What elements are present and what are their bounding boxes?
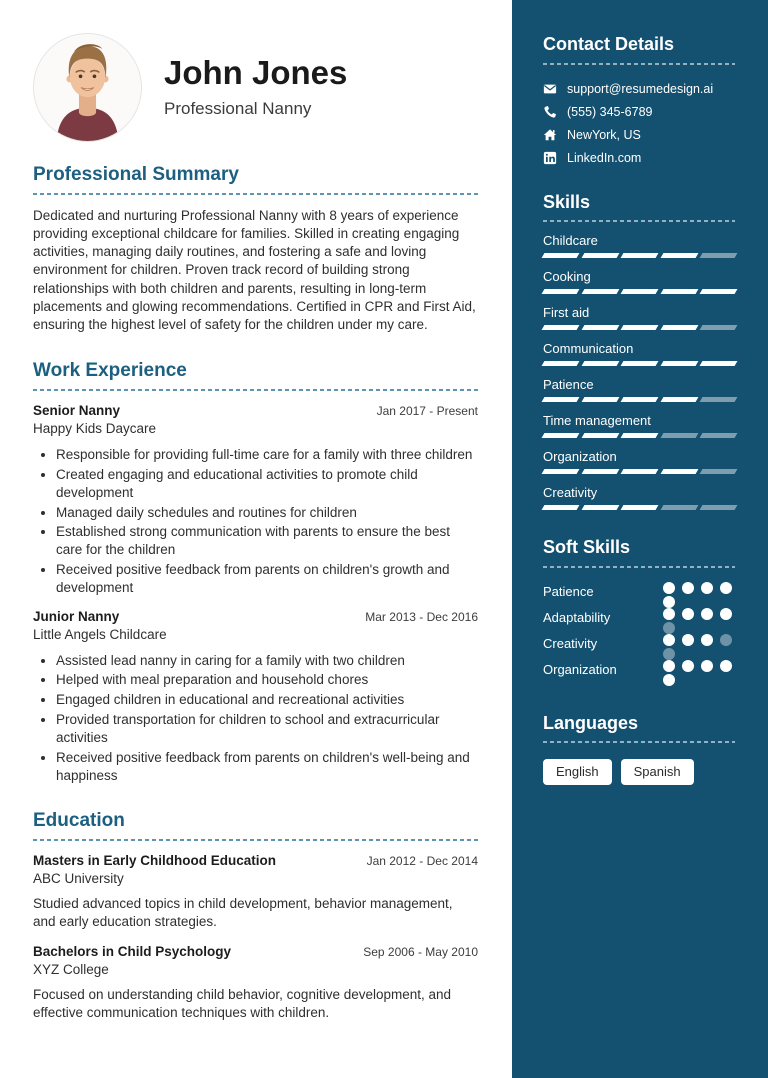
section-work-experience: [33, 360, 478, 784]
heading-divider: [543, 63, 735, 65]
rating-segment-filled: [621, 469, 658, 474]
rating-segment-empty: [720, 634, 732, 646]
profile-photo: [33, 33, 142, 142]
rating-segment-filled: [700, 361, 737, 366]
rating-segment-filled: [542, 469, 579, 474]
section-professional-summary: [33, 164, 478, 334]
contact-list: [543, 82, 735, 165]
soft-skill-label: Adaptability: [543, 609, 611, 625]
rating-segment-filled: [581, 505, 618, 510]
job-bullet-list: [33, 446, 478, 597]
contact-location-row: [543, 128, 735, 142]
job-bullet: • Received positive feedback from parents on children's well-being and happiness: [56, 749, 478, 785]
job-bullet: • Helped with meal preparation and household chores: [56, 671, 478, 689]
soft-skill-dots: [663, 582, 735, 608]
job-bullet: • Created engaging and educational activities to promote child development: [56, 466, 478, 502]
skill-level-bar: [543, 505, 736, 510]
skills-heading: Skills: [543, 191, 591, 212]
rating-segment-filled: [660, 397, 697, 402]
rating-segment-filled: [700, 289, 737, 294]
education-header: [33, 944, 478, 959]
job-dates: Jan 2017 - Present: [376, 404, 478, 419]
rating-segment-filled: [682, 660, 694, 672]
education-description: Focused on understanding child behavior, cognitive development, and effective communication techniques with children.: [33, 986, 452, 1020]
summary-text: Dedicated and nurturing Professional Nanny with 8 years of experience providing exceptional childcare for families. Skilled in creating engaging activities, managing daily routines, and fostering a safe and loving environment for children. Proven track record of building strong relationships with both children and parents, resulting in long-term placements and glowing recommendations. Certified in CPR and First Aid, ensuring the highest level of safety for the children under my care.: [33, 207, 476, 333]
job-bullet-list: [33, 652, 478, 785]
soft-skill-dots: [663, 660, 735, 686]
job-entry: [33, 403, 478, 597]
language-list: [543, 759, 735, 785]
rating-segment-filled: [621, 253, 658, 258]
rating-segment-empty: [663, 622, 675, 634]
skill-level-bar: [543, 397, 736, 402]
rating-segment-empty: [663, 648, 675, 660]
contact-location: NewYork, US: [567, 127, 641, 142]
rating-segment-filled: [701, 608, 713, 620]
rating-segment-filled: [660, 289, 697, 294]
soft-skill-label: Creativity: [543, 635, 598, 651]
school-name: ABC University: [33, 871, 124, 887]
contact-linkedin-row: [543, 151, 735, 165]
soft-skill-dots: [663, 634, 735, 660]
contact-phone-row: [543, 105, 735, 119]
rating-segment-filled: [542, 325, 579, 330]
rating-segment-filled: [660, 469, 697, 474]
rating-segment-empty: [700, 325, 737, 330]
heading-divider: [543, 220, 735, 222]
education-dates: Sep 2006 - May 2010: [363, 944, 478, 959]
rating-segment-filled: [581, 325, 618, 330]
section-skills: [543, 192, 735, 511]
rating-segment-filled: [663, 608, 675, 620]
rating-segment-filled: [720, 582, 732, 594]
skill-row: [543, 269, 735, 294]
skill-level-bar: [543, 433, 736, 438]
education-entry: [33, 944, 478, 1022]
soft-skill-label: Organization: [543, 661, 617, 677]
work-heading: Work Experience: [33, 360, 187, 382]
candidate-title: Professional Nanny: [164, 98, 312, 118]
skill-row: [543, 377, 735, 402]
rating-segment-filled: [581, 289, 618, 294]
rating-segment-filled: [542, 433, 579, 438]
rating-segment-filled: [701, 660, 713, 672]
education-heading: Education: [33, 810, 125, 832]
rating-segment-filled: [621, 325, 658, 330]
contact-linkedin[interactable]: LinkedIn.com: [567, 150, 642, 165]
job-bullet: • Responsible for providing full-time care for a family with three children: [56, 446, 478, 464]
rating-segment-filled: [581, 253, 618, 258]
rating-segment-filled: [660, 253, 697, 258]
soft-skill-row: [543, 608, 735, 634]
job-bullet: • Received positive feedback from parents on children's growth and development: [56, 561, 478, 597]
rating-segment-filled: [663, 634, 675, 646]
skill-level-bar: [543, 361, 736, 366]
rating-segment-empty: [700, 253, 737, 258]
skill-row: [543, 449, 735, 474]
heading-divider: [33, 193, 478, 195]
skill-row: [543, 413, 735, 438]
summary-heading: Professional Summary: [33, 164, 239, 185]
rating-segment-filled: [581, 433, 618, 438]
contact-phone: (555) 345-6789: [567, 104, 653, 119]
language-tag: English: [543, 759, 612, 785]
job-company: Happy Kids Daycare: [33, 421, 157, 437]
soft-skill-dots: [663, 608, 735, 634]
language-tag: Spanish: [621, 759, 694, 785]
skill-level-bar: [543, 469, 736, 474]
rating-segment-filled: [581, 469, 618, 474]
rating-segment-empty: [700, 397, 737, 402]
soft-skill-row: [543, 582, 735, 608]
skill-row: [543, 233, 735, 258]
rating-segment-filled: [720, 608, 732, 620]
degree-title: Bachelors in Child Psychology: [33, 943, 232, 959]
soft-skill-row: [543, 660, 735, 686]
rating-segment-filled: [542, 505, 579, 510]
education-header: [33, 853, 478, 868]
rating-segment-filled: [682, 608, 694, 620]
rating-segment-filled: [542, 253, 579, 258]
rating-segment-filled: [682, 634, 694, 646]
soft-skill-label: Patience: [543, 583, 594, 599]
rating-segment-filled: [621, 505, 658, 510]
skill-level-bar: [543, 289, 736, 294]
rating-segment-filled: [621, 397, 658, 402]
contact-email-row: [543, 82, 735, 96]
section-contact-details: [543, 34, 735, 165]
heading-divider: [33, 839, 478, 841]
rating-segment-filled: [581, 361, 618, 366]
header-text: [164, 56, 347, 119]
job-bullet: • Assisted lead nanny in caring for a family with two children: [56, 652, 478, 670]
rating-segment-filled: [663, 674, 675, 686]
soft-skill-list: [543, 582, 735, 686]
rating-segment-filled: [660, 361, 697, 366]
job-header: [33, 403, 478, 418]
rating-segment-empty: [700, 505, 737, 510]
rating-segment-filled: [621, 361, 658, 366]
rating-segment-filled: [621, 433, 658, 438]
rating-segment-empty: [660, 505, 697, 510]
resume-header: [33, 33, 478, 142]
home-icon: [543, 128, 557, 142]
section-soft-skills: [543, 537, 735, 686]
soft-skills-heading: Soft Skills: [543, 537, 631, 558]
skill-label: Creativity: [543, 485, 598, 501]
skill-label: Patience: [543, 377, 594, 393]
skill-label: Time management: [543, 413, 651, 429]
linkedin-icon: [543, 151, 557, 165]
skill-row: [543, 341, 735, 366]
envelope-icon: [543, 82, 557, 96]
skill-label: First aid: [543, 305, 590, 321]
rating-segment-filled: [663, 596, 675, 608]
resume-sidebar: [512, 0, 768, 1078]
job-bullet: • Provided transportation for children to school and extracurricular activities: [56, 711, 478, 747]
rating-segment-filled: [542, 361, 579, 366]
rating-segment-filled: [542, 397, 579, 402]
rating-segment-filled: [621, 289, 658, 294]
rating-segment-filled: [701, 634, 713, 646]
skill-level-bar: [543, 253, 736, 258]
job-title: Senior Nanny: [33, 403, 121, 419]
skill-row: [543, 485, 735, 510]
job-bullet: • Managed daily schedules and routines for children: [56, 504, 478, 522]
school-name: XYZ College: [33, 961, 109, 977]
job-entry: [33, 609, 478, 785]
candidate-name: John Jones: [164, 54, 348, 92]
rating-segment-filled: [720, 660, 732, 672]
rating-segment-filled: [542, 289, 579, 294]
rating-segment-filled: [701, 582, 713, 594]
avatar-illustration: [34, 34, 141, 141]
rating-segment-filled: [660, 325, 697, 330]
education-description: Studied advanced topics in child development, behavior management, and early education strategies.: [33, 896, 453, 930]
rating-segment-filled: [663, 660, 675, 672]
rating-segment-empty: [700, 469, 737, 474]
skill-row: [543, 305, 735, 330]
heading-divider: [33, 389, 478, 391]
skill-level-bar: [543, 325, 736, 330]
phone-icon: [543, 105, 557, 119]
languages-heading: Languages: [543, 712, 639, 733]
job-bullet: • Engaged children in educational and recreational activities: [56, 691, 478, 709]
skill-label: Cooking: [543, 269, 591, 285]
job-company: Little Angels Childcare: [33, 626, 167, 642]
skill-label: Childcare: [543, 233, 598, 249]
rating-segment-filled: [682, 582, 694, 594]
skill-label: Communication: [543, 341, 634, 357]
contact-email[interactable]: support@resumedesign.ai: [567, 81, 714, 96]
heading-divider: [543, 741, 735, 743]
rating-segment-filled: [663, 582, 675, 594]
soft-skill-row: [543, 634, 735, 660]
heading-divider: [543, 566, 735, 568]
rating-segment-empty: [700, 433, 737, 438]
education-dates: Jan 2012 - Dec 2014: [366, 854, 478, 869]
job-title: Junior Nanny: [33, 608, 120, 624]
job-header: [33, 609, 478, 624]
rating-segment-filled: [581, 397, 618, 402]
job-bullet: • Established strong communication with parents to ensure the best care for the children: [56, 523, 478, 559]
job-dates: Mar 2013 - Dec 2016: [365, 609, 478, 624]
education-entry: [33, 853, 478, 931]
section-education: [33, 810, 478, 1022]
rating-segment-empty: [660, 433, 697, 438]
contact-heading: Contact Details: [543, 34, 675, 54]
degree-title: Masters in Early Childhood Education: [33, 853, 277, 869]
section-languages: [543, 713, 735, 785]
skill-label: Organization: [543, 449, 617, 465]
